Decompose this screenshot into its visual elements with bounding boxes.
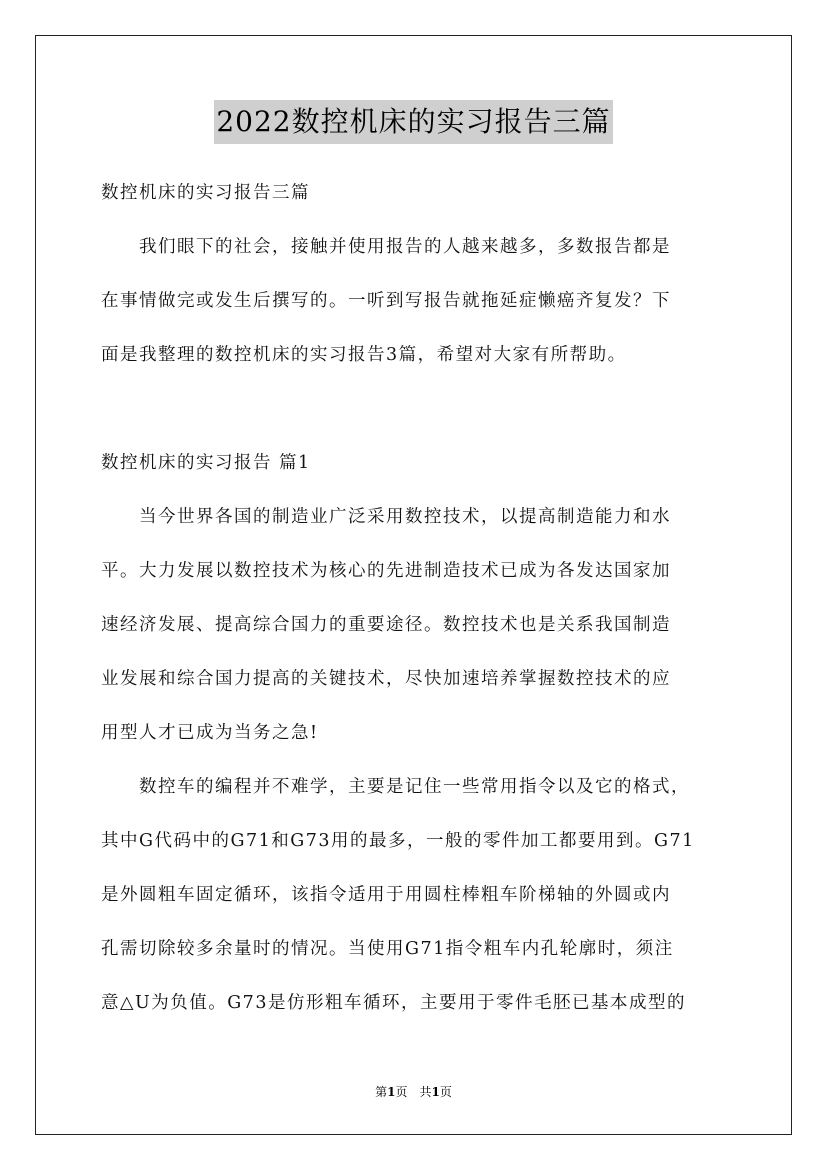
text-line: 在事情做完或发生后撰写的。一听到写报告就拖延症懒癌齐复发？下 [101,291,671,311]
footer-mid: 页 共 [395,1085,432,1099]
title-wrap [0,100,827,144]
section-heading: 数控机床的实习报告 篇1 [101,453,311,473]
text-line: 是外圆粗车固定循环，该指令适用于用圆柱棒粗车阶梯轴的外圆或内 [101,885,671,905]
text-line: 业发展和综合国力提高的关键技术，尽快加速培养掌握数控技术的应 [101,669,671,689]
text-line: 当今世界各国的制造业广泛采用数控技术，以提高制造能力和水 [101,507,671,527]
subtitle-line: 数控机床的实习报告三篇 [101,183,310,203]
text-line: 数控车的编程并不难学，主要是记住一些常用指令以及它的格式， [101,777,690,797]
text-line: 意△U为负值。G73是仿形粗车循环，主要用于零件毛胚已基本成型的 [101,993,686,1013]
text-line: 孔需切除较多余量时的情况。当使用G71指令粗车内孔轮廓时，须注 [101,939,674,959]
text-line: 用型人才已成为当务之急! [101,723,319,743]
text-line: 速经济发展、提高综合国力的重要途径。数控技术也是关系我国制造 [101,615,671,635]
document-title: 2022数控机床的实习报告三篇 [214,100,612,144]
text-line: 面是我整理的数控机床的实习报告3篇，希望对大家有所帮助。 [101,345,627,365]
footer-suffix: 页 [439,1085,452,1099]
text-line: 其中G代码中的G71和G73用的最多，一般的零件加工都要用到。G71 [101,831,695,851]
footer-page-number: 1 [387,1085,396,1099]
text-line: 平。大力发展以数控技术为核心的先进制造技术已成为各发达国家加 [101,561,671,581]
text-line: 我们眼下的社会，接触并使用报告的人越来越多，多数报告都是 [101,237,671,257]
footer-prefix: 第 [375,1085,388,1099]
page-footer [0,1083,827,1100]
footer-page-total: 1 [431,1085,440,1099]
